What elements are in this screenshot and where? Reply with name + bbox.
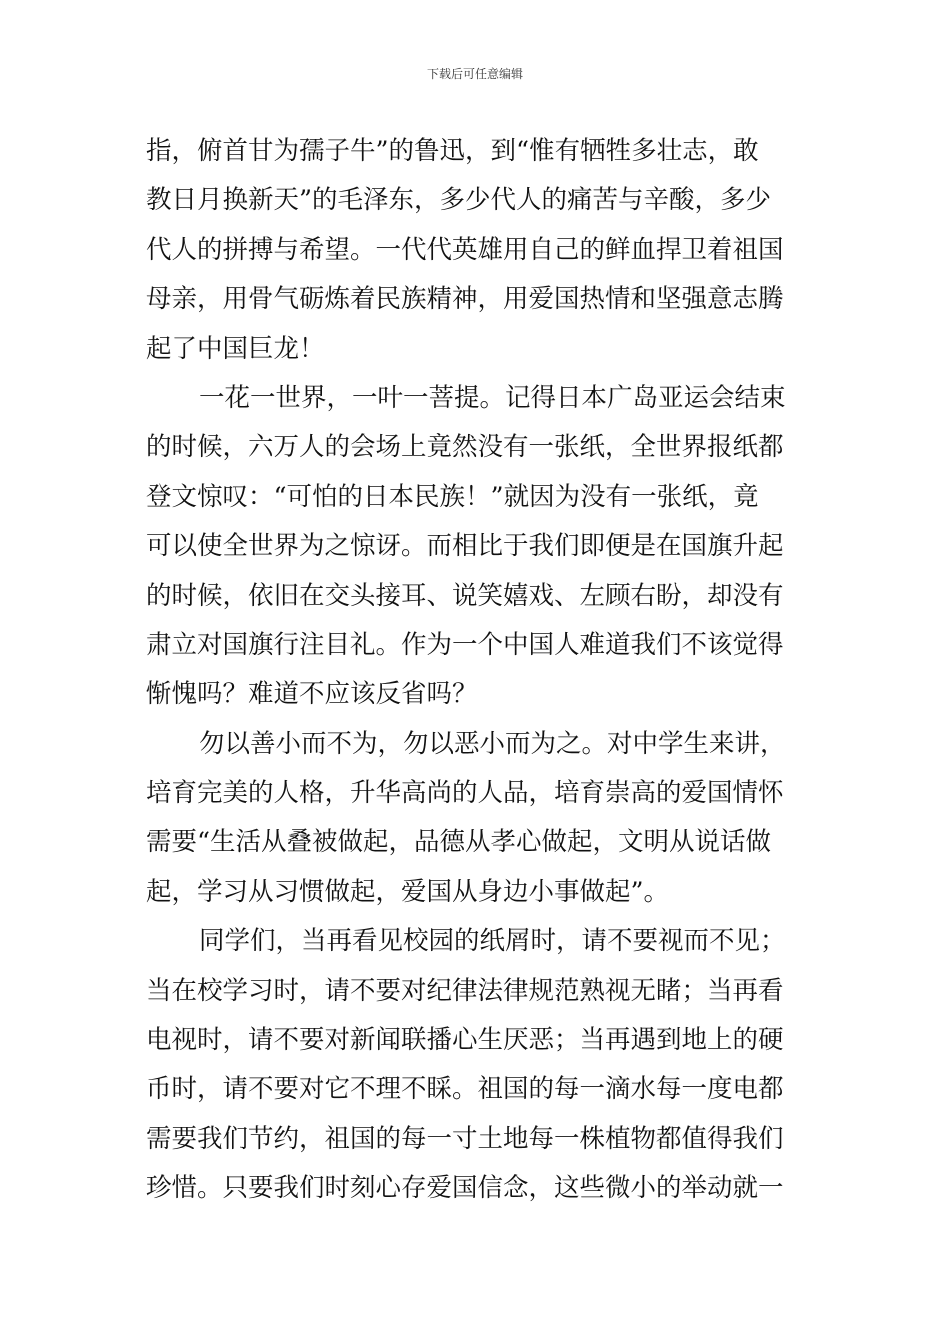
text-line: 肃立对国旗行注目礼。作为一个中国人难道我们不该觉得 [146,629,784,660]
text-line: 母亲，用骨气砺炼着民族精神，用爱国热情和坚强意志腾 [146,284,784,315]
text-line: 需要我们节约，祖国的每一寸土地每一株植物都值得我们 [146,1123,784,1154]
text-line: 指，俯首甘为孺子牛”的鲁迅，到“惟有牺牲多壮志，敢 [146,136,759,166]
paragraph-first-line: 一花一世界，一叶一菩提。记得日本广岛亚运会结束 [199,382,786,413]
text-line: 需要“生活从叠被做起，品德从孝心做起，文明从说话做 [146,827,772,858]
page-header: 下载后可任意编辑 [426,67,523,81]
text-line: 起了中国巨龙！ [146,333,325,364]
text-line: 代人的拼搏与希望。一代代英雄用自己的鲜血捍卫着祖国 [146,234,784,265]
text-line: 的时候，六万人的会场上竟然没有一张纸，全世界报纸都 [146,432,784,463]
text-line: 可以使全世界为之惊讶。而相比于我们即便是在国旗升起 [146,531,784,562]
text-line: 电视时，请不要对新闻联播心生厌恶；当再遇到地上的硬 [146,1025,784,1056]
body-text [146,127,810,1214]
text-line: 登文惊叹：“可怕的日本民族！”就因为没有一张纸，竟 [146,481,759,512]
text-line: 的时候，依旧在交头接耳、说笑嬉戏、左顾右盼，却没有 [146,580,784,611]
text-line: 珍惜。只要我们时刻心存爱国信念，这些微小的举动就一 [146,1173,784,1204]
text-line: 教日月换新天”的毛泽东，多少代人的痛苦与辛酸，多少 [146,185,772,216]
paragraph-first-line: 勿以善小而不为，勿以恶小而为之。对中学生来讲， [199,728,786,759]
text-line: 培育完美的人格，升华高尚的人品，培育崇高的爱国情怀 [146,778,784,809]
text-line: 币时，请不要对它不理不睬。祖国的每一滴水每一度电都 [146,1074,784,1105]
paragraph-first-line: 同学们，当再看见校园的纸屑时，请不要视而不见； [199,926,786,957]
text-line: 惭愧吗？难道不应该反省吗？ [146,679,478,710]
text-line: 起，学习从习惯做起，爱国从身边小事做起”。 [146,876,670,907]
text-line: 当在校学习时，请不要对纪律法律规范熟视无睹；当再看 [146,975,784,1006]
